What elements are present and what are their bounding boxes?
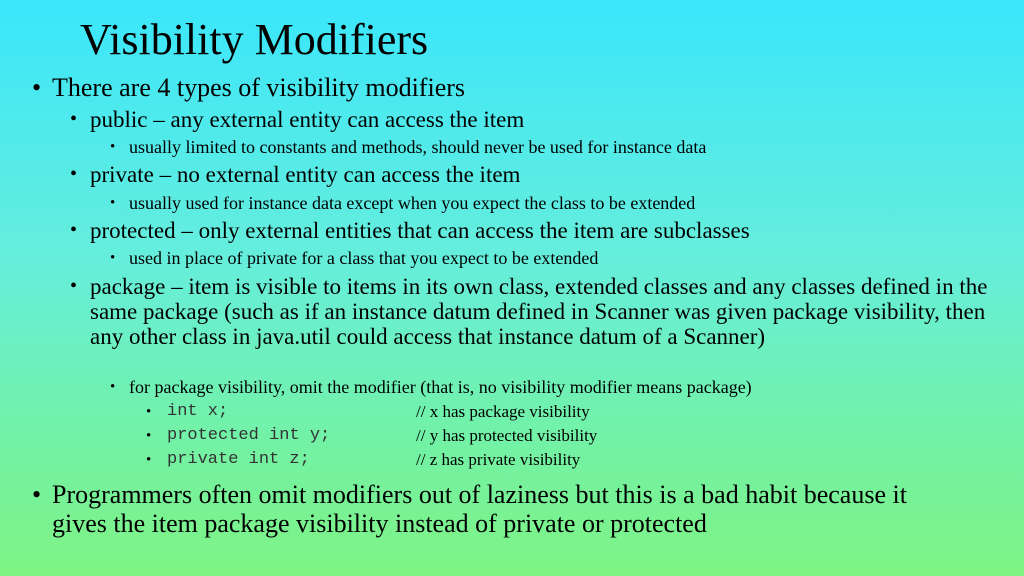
bullet-dot-icon: • — [146, 428, 152, 444]
slide-title: Visibility Modifiers — [80, 15, 429, 64]
bullet-dot-icon: • — [146, 404, 152, 420]
bullet-text: usually used for instance data except when you expect the class to be extended — [129, 193, 696, 213]
bullet-dot-icon: • — [110, 250, 116, 266]
bullet-dot-icon: • — [110, 379, 116, 395]
bullet-text: private – no external entity can access the item — [90, 162, 521, 187]
bullet-dot-icon: • — [32, 480, 42, 509]
bullet-text: for package visibility, omit the modifier (that is, no visibility modifier means package) — [129, 377, 752, 397]
bullet-dot-icon: • — [32, 73, 42, 102]
code-comment: // y has protected visibility — [416, 426, 598, 445]
bullet-protected — [70, 218, 1010, 243]
bullet-dot-icon: • — [70, 219, 78, 241]
bullet-dot-icon: • — [110, 139, 116, 155]
bullet-text: public – any external entity can access the item — [90, 107, 525, 132]
bullet-public-detail — [110, 136, 1010, 158]
bullet-private — [70, 162, 1010, 187]
bullet-package — [70, 274, 1010, 349]
bullet-text: used in place of private for a class that you expect to be extended — [129, 248, 599, 268]
bullet-dot-icon: • — [110, 195, 116, 211]
bullet-text: protected – only external entities that can access the item are subclasses — [90, 218, 750, 243]
bullet-dot-icon: • — [70, 108, 78, 130]
bullet-text: package – item is visible to items in its own class, extended classes and any classes defined in the same package (such as if an instance datum defined in Scanner was given package visibility, then any other class in java.util could access that instance datum of a Scanner) — [90, 274, 988, 349]
bullet-public — [70, 107, 1010, 132]
code-comment: // x has package visibility — [416, 402, 590, 421]
bullet-modifier-types — [32, 74, 1002, 102]
bullet-laziness-warning — [32, 480, 932, 538]
bullet-text: There are 4 types of visibility modifiers — [52, 73, 466, 102]
code-snippet: protected int y; — [167, 426, 331, 445]
bullet-text: usually limited to constants and methods, should never be used for instance data — [129, 137, 707, 157]
code-snippet: int x; — [167, 402, 229, 421]
bullet-dot-icon: • — [146, 452, 152, 468]
bullet-protected-detail — [110, 247, 1010, 269]
bullet-dot-icon: • — [70, 275, 78, 297]
bullet-dot-icon: • — [70, 163, 78, 185]
bullet-text: Programmers often omit modifiers out of laziness but this is a bad habit because it gives the item package visibility instead of private or protected — [52, 480, 907, 538]
code-comment: // z has private visibility — [416, 450, 581, 469]
code-snippet: private int z; — [167, 450, 310, 469]
bullet-private-detail — [110, 192, 1010, 214]
bullet-package-detail — [110, 376, 1010, 398]
